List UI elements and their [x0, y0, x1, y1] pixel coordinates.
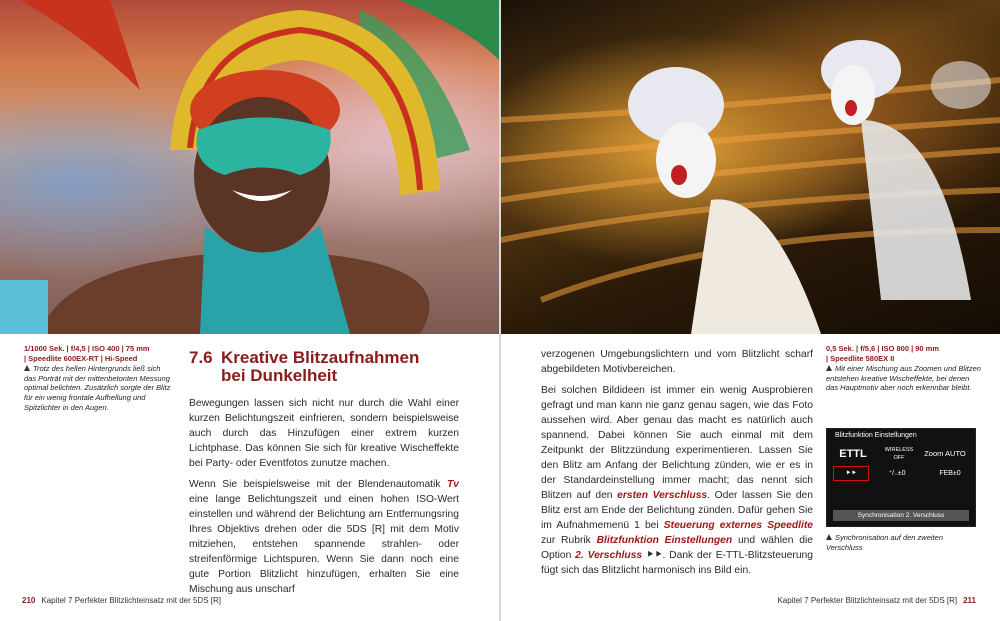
menu-caption: Synchronisation auf den zweiten Verschluss [826, 533, 943, 552]
section-heading [189, 349, 419, 385]
exif-line-1: 1/1000 Sek. | f/4,5 | ISO 400 | 75 mm [24, 344, 150, 353]
zoom-setting: Zoom AUTO [924, 449, 966, 458]
triangle-marker-icon [826, 534, 832, 540]
exif-line-1: 0,5 Sek. | f/5,6 | ISO 800 | 90 mm [826, 344, 940, 353]
menu-title: Blitzfunktion Einstellungen [835, 432, 917, 439]
heading-line-1: Kreative Blitzaufnahmen [221, 348, 420, 367]
paragraph: verzogenen Umgebungslichtern und vom Blitzlicht scharf abgebildeten Motivbereichen. [541, 349, 813, 375]
caption-note: Trotz des hellen Hintergrunds ließ sich das Porträt mit der mittenbetonten Messung optimal belichten. Zusätzlich sorgte der Blitz für ein wenig frontale Aufhellung und Spitzlichter in den Augen. [24, 364, 171, 412]
photo-caption-right [826, 344, 981, 393]
caption-note: Mit einer Mischung aus Zoomen und Blitzen entstehen kreative Wischeffekte, bei denen das Hauptmotiv aber noch erkennbar bleibt. [826, 364, 981, 393]
zoom-blur-illustration [501, 0, 1000, 334]
menu-ref-zweiter-verschluss: 2. Verschluss [575, 550, 643, 561]
wireless-status: WIRELESS OFF [884, 447, 914, 461]
carnival-portrait-photo [0, 0, 499, 334]
zoom-blur-clown-photo [501, 0, 1000, 334]
carnival-portrait-illustration [0, 0, 499, 334]
section-number: 7.6 [189, 348, 213, 367]
heading-line-2: bei Dunkelheit [221, 366, 338, 385]
body-text-right [541, 347, 813, 584]
running-footer: Kapitel 7 Perfekter Blitzlichteinsatz mit der 5DS [R] [777, 596, 958, 605]
sync-status-bar: Synchronisation 2. Verschluss [833, 510, 969, 521]
page-number: 210 [22, 596, 36, 605]
page-number: 211 [963, 596, 976, 605]
menu-ref-erster-verschluss: ersten Verschluss [617, 490, 708, 501]
triangle-marker-icon [24, 365, 30, 371]
photo-caption-left [24, 344, 174, 412]
paragraph: Bei solchen Bildideen ist immer ein wenig Ausprobieren gefragt und man kann nie ganz genau sagen, wie das Foto aussehen wird. Aber genau das macht es natürlich auch spannend. Dabei können Sie auch einmal mit dem Zeitpunkt der Blitzzündung experimentieren. Lassen Sie den Blitz am Anfang der Belichtung zünden, wie er es in der Standardeinstellung immer macht; das nennt sich Blitzen auf den ersten Verschluss. Oder lassen Sie den Blitz erst am Ende der Belichtung zünden. Dafür gehen Sie im Aufnahmemenü 1 bei Steuerung externes Speedlite zur Rubrik Blitzfunktion Einstellungen und wählen die Option 2. Verschluss ⯈⯈. Dank der E-TTL-Blitzsteuerung fügt sich das Blitzlicht harmonisch ins Bild ein. [541, 385, 814, 576]
right-page [501, 0, 1000, 621]
exif-line-2: | Speedlite 580EX II [826, 353, 895, 363]
menu-ref-blitzfunktion: Blitzfunktion Einstellungen [596, 535, 733, 546]
triangle-marker-icon [826, 365, 832, 371]
exif-line-2: | Speedlite 600EX-RT | Hi-Speed [24, 353, 138, 363]
second-curtain-sync-option[interactable]: ⯈⯈ [833, 466, 869, 481]
paragraph: Wenn Sie beispielsweise mit der Blendenautomatik Tv eine lange Belichtungszeit und einen hohen ISO-Wert einstellen und während der Belichtung am Entfernungsring Ihres Objektivs drehen oder die 5DS [R] mit dem Motiv mitziehen, entstehen spannende strahlen- oder streifenförmige Lichtspuren. Wenn Sie dann noch eine gute Portion Blitzlicht hinzufügen, erhalten Sie eine Mischung aus unscharf [189, 479, 459, 595]
flash-exposure-comp[interactable]: ⁺/₋±0 [888, 470, 906, 477]
tv-mode-label: Tv [446, 479, 459, 490]
footer-left [22, 596, 221, 605]
menu-ref-steuerung: Steuerung externes Speedlite [663, 520, 813, 531]
paragraph: Bewegungen lassen sich nicht nur durch die Wahl einer kurzen Belichtungszeit einfrieren, sondern beispielsweise auch durch das Hinzufügen einer extrem kurzen Lichtphase. Das können Sie sich für kreative Wischeffekte bei Party- oder Eventfotos zunutze machen. [189, 398, 459, 469]
sync-icon: ⯈⯈ [642, 550, 663, 561]
camera-menu-screenshot [826, 428, 976, 527]
running-footer: Kapitel 7 Perfekter Blitzlichteinsatz mit der 5DS [R] [41, 596, 221, 605]
body-text-left [189, 396, 459, 603]
ettl-mode: ETTL [839, 448, 867, 460]
left-page [0, 0, 499, 621]
feb-setting[interactable]: FEB±0 [939, 470, 961, 477]
footer-right [777, 596, 976, 605]
